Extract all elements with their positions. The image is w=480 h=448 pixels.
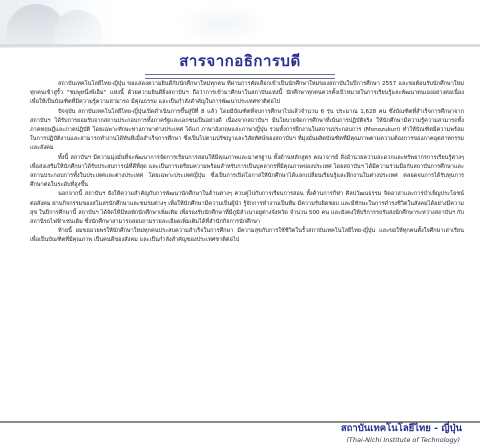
paragraph: สถาบันเทคโนโลยีไทย-ญี่ปุ่น ขอแสดงความยินดีกับนักศึกษาใหม่ทุกคน ที่ผ่านการคัดเลือกเข้าเป็นนักศึกษาใหม่ของสถาบันในปีการศึกษา 2557 และขอต้อนรับนักศึกษาใหม่ทุกคนเข้าสู่รั้ว "ชมพูหนึ่งพีเอ็ม" แห่งนี้ ด้วยความยินดียิ่งสถาบันฯ ถือว่าการเข้ามาศึกษาในสถาบันแห่งนี้ นักศึกษาทุกคนควรตั้งเป้าหมายในการเรียนรู้และพัฒนาตนเองอย่างต่อเนื่อง เพื่อให้เป็นบัณฑิตที่มีความรู้ความสามารถ มีคุณธรรม และเป็นกำลังสำคัญในการพัฒนาประเทศชาติต่อไป: [30, 81, 464, 106]
header-banner: [0, 0, 480, 48]
footer-institute-name-en: (Thai-Nichi Institute of Technology): [346, 436, 460, 444]
paragraph: ปัจจุบัน สถาบันเทคโนโลยีไทย-ญี่ปุ่นเปิดดำเนินการขึ้นสู่ปีที่ 8 แล้ว โดยมีบัณฑิตที่จบการศึกษาไปแล้วจำนวน 6 รุ่น ประมาณ 1,628 คน ซึ่งบัณฑิตที่สำเร็จการศึกษาจากสถาบันฯ ได้รับการยอมรับจากสถานประกอบการทั้งภาครัฐและเอกชนเป็นอย่างดี เนื่องจากสถาบันฯ มีนโยบายจัดการศึกษาที่เน้นการปฏิบัติจริง ให้นักศึกษามีความรู้ความสามารถทั้งภาคทฤษฎีและภาคปฏิบัติ โดยเฉพาะทักษะทางภาษาต่างประเทศ ได้แก่ ภาษาอังกฤษและภาษาญี่ปุ่น รวมทั้งการฝึกงานในสถานประกอบการ (Monozukuri) ทำให้บัณฑิตมีความพร้อมในการปฏิบัติงานและสามารถทำงานได้ทันทีเมื่อสำเร็จการศึกษา ซึ่งเป็นไปตามปรัชญาและวิสัยทัศน์ของสถาบันฯ ที่มุ่งมั่นผลิตบัณฑิตที่มีคุณภาพตามความต้องการของภาคอุตสาหกรรมและสังคม: [30, 108, 464, 152]
paragraph: นอกจากนี้ สถาบันฯ ยังให้ความสำคัญกับการพัฒนานักศึกษาในด้านต่างๆ ควบคู่ไปกับการเรียนการสอน ทั้งด้านการกีฬา ศิลปวัฒนธรรม จิตอาสาและการบำเพ็ญประโยชน์ต่อสังคม ผ่านกิจกรรมของสโมสรนักศึกษาและชมรมต่างๆ เพื่อให้นักศึกษามีความเป็นผู้นำ รู้จักการทำงานเป็นทีม มีความรับผิดชอบ และมีทักษะในการดำรงชีวิตในสังคมได้อย่างมีความสุข ในปีการศึกษานี้ สถาบันฯ ได้จัดให้มีหอพักนักศึกษาเพิ่มเติม เพื่อรองรับนักศึกษาที่มีภูมิลำเนาอยู่ต่างจังหวัด จำนวน 500 คน และยังคงให้บริการรถรับส่งนักศึกษาระหว่างสถาบันฯ กับสถานีรถไฟฟ้าเช่นเดิม ซึ่งนักศึกษาสามารถสอบถามรายละเอียดเพิ่มเติมได้ที่สำนักกิจการนักศึกษา: [30, 191, 464, 226]
header-divider: [0, 44, 480, 47]
header-watermark: [176, 3, 270, 45]
page-title: สารจากอธิการบดี: [179, 52, 301, 70]
paragraph: ท้ายนี้ ผมขออวยพรให้นักศึกษาใหม่ทุกคนประสบความสำเร็จในการศึกษา มีความสุขกับการใช้ชีวิตในรั้วสถาบันเทคโนโลยีไทย-ญี่ปุ่น และขอให้ทุกคนตั้งใจศึกษาเล่าเรียน เพื่อเป็นบัณฑิตที่มีคุณภาพ เป็นคนดีของสังคม และเป็นกำลังสำคัญของประเทศชาติต่อไป: [30, 228, 464, 244]
title-underline: [145, 74, 335, 79]
header-building-photo: [0, 0, 128, 48]
message-body: [30, 80, 464, 420]
paragraph: ทั้งนี้ สถาบันฯ มีความมุ่งมั่นที่จะพัฒนาการจัดการเรียนการสอนให้มีคุณภาพและมาตรฐาน ทั้งด้านหลักสูตร คณาจารย์ สิ่งอำนวยความสะดวกและทรัพยากรการเรียนรู้ต่างๆ เพื่อส่งเสริมให้นักศึกษาได้รับประสบการณ์ที่ดีที่สุด และเป็นการเตรียมความพร้อมสำหรับการเป็นบุคลากรที่มีคุณภาพของประเทศ โดยสถาบันฯ ได้มีความร่วมมือกับสถาบันการศึกษาและสถานประกอบการทั้งในประเทศและต่างประเทศ โดยเฉพาะประเทศญี่ปุ่น ซึ่งเป็นการเปิดโอกาสให้นักศึกษาได้แลกเปลี่ยนเรียนรู้และฝึกงานในต่างประเทศ ตลอดจนการได้รับทุนการศึกษาต่อในระดับที่สูงขึ้น: [30, 154, 464, 189]
footer-institute-name: สถาบันเทคโนโลยีไทย - ญี่ปุ่น: [340, 423, 462, 434]
